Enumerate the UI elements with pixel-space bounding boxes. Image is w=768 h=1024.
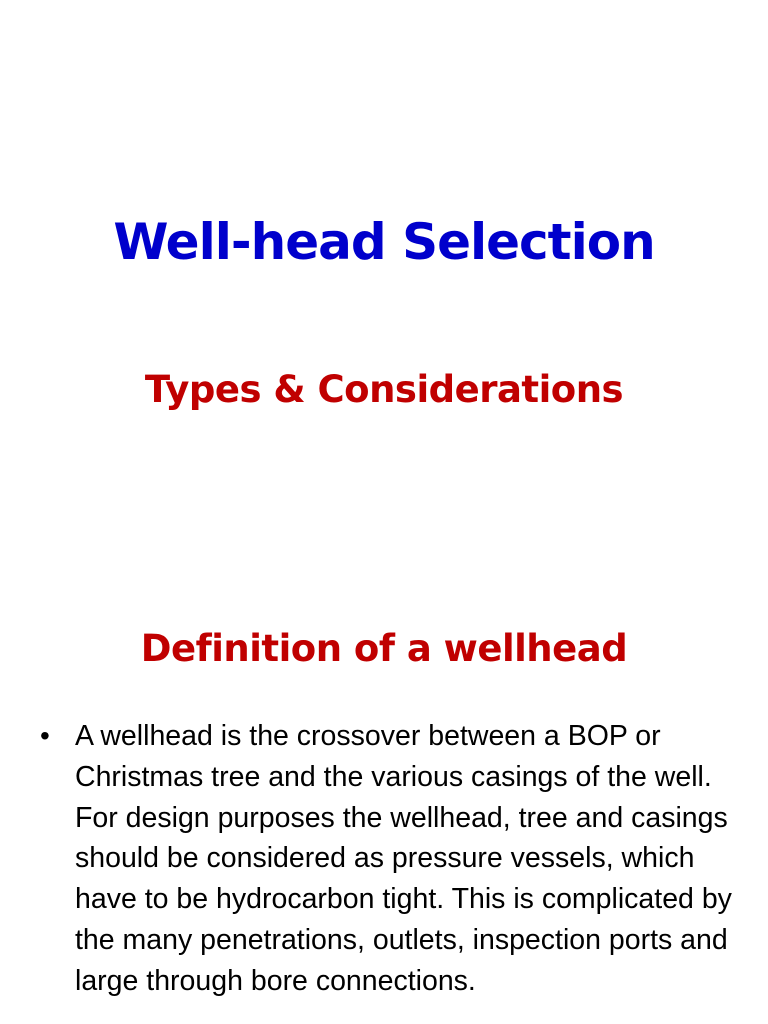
bullet-text: A wellhead is the crossover between a BOP or Christmas tree and the various casings of the well. For design purposes the wellhead, tree and casings should be considered as pressure vessels, which have to be hydrocarbon tight. This is complicated by the many penetrations, outlets, inspection ports and large through bore connections.: [75, 720, 732, 997]
section-heading: Definition of a wellhead: [140, 627, 628, 670]
bullet-marker: •: [40, 720, 50, 751]
slide-title: Well-head Selection: [113, 213, 655, 271]
bullet-item: [40, 716, 740, 1002]
bullet-list: [40, 716, 740, 1002]
slide-subtitle: Types & Considerations: [144, 368, 624, 411]
